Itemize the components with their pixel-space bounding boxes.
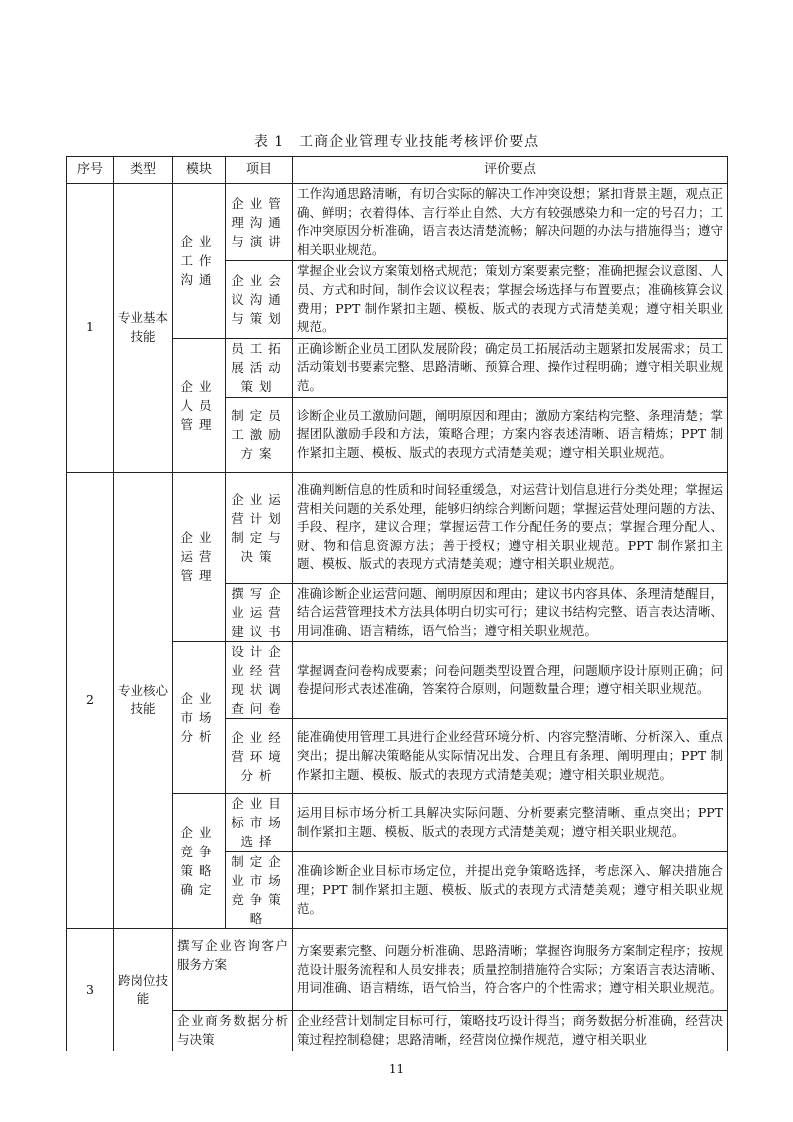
table-row (67, 472, 728, 583)
module-name: 企业市场分析 (173, 642, 226, 794)
evaluation-points: 企业经营计划制定目标可行，策略技巧设计得当；商务数据分析准确，经营决策过程控制稳健；思路清晰，经营岗位操作规范，遵守相关职业 (293, 1011, 728, 1052)
project-name: 企业会议沟通与策划 (226, 261, 293, 338)
project-name: 设计企业经营现状调查问卷 (226, 642, 293, 719)
header-type: 类型 (114, 157, 173, 184)
project-name: 制定员工激励方案 (226, 397, 293, 472)
page-number: 11 (388, 1062, 405, 1076)
project-name: 撰写企业运营建议书 (226, 583, 293, 642)
evaluation-points: 方案要素完整、问题分析准确、思路清晰；掌握咨询服务方案制定程序；按规范设计服务流程和人员安排表；质量控制措施符合实际；方案语言表达清晰、用词准确、语言精练，语气恰当，符合客户的个性需求；遵守相关职业规范。 (293, 929, 728, 1011)
table-caption: 表 1 工商企业管理专业技能考核评价要点 (253, 134, 540, 150)
table-row (67, 929, 728, 1011)
module-name: 企业运营管理 (173, 472, 226, 642)
project-name: 企业经营环境分析 (226, 719, 293, 794)
section-type: 跨岗位技能 (114, 929, 173, 1052)
project-name: 制定企业市场竞争策略 (226, 852, 293, 929)
header-no: 序号 (67, 157, 114, 184)
section-no: 3 (67, 929, 114, 1052)
project-name: 企业运营计划制定与决策 (226, 472, 293, 583)
evaluation-points: 掌握调查问卷构成要素；问卷问题类型设置合理，问题顺序设计原则正确；问卷提问形式表述准确，答案符合原则，问题数量合理；遵守相关职业规范。 (293, 642, 728, 719)
project-name: 企业目标市场选择 (226, 794, 293, 852)
evaluation-points: 准确判断信息的性质和时间轻重缓急，对运营计划信息进行分类处理；掌握运营相关问题的关系处理，能够归纳综合判断问题；掌握运营处理问题的方法、手段、程序，建议合理；掌握运营工作分配任务的要点；掌握合理分配人、财、物和信息资源方法；善于授权；遵守相关职业规范。PPT 制作紧扣主题、模板、版式的表现方式清楚美观；遵守相关职业规范。 (293, 472, 728, 583)
section-type: 专业核心技能 (114, 472, 173, 929)
header-module: 模块 (173, 157, 226, 184)
project-name: 企业管理沟通与演讲 (226, 184, 293, 261)
evaluation-points: 运用目标市场分析工具解决实际问题、分析要素完整清晰、重点突出；PPT 制作紧扣主题、模板、版式的表现方式清楚美观；遵守相关职业规范。 (293, 794, 728, 852)
evaluation-points: 能准确使用管理工具进行企业经营环境分析、内容完整清晰、分析深入、重点突出；提出解决策略能从实际情况出发、合理且有条理、阐明理由；PPT 制作紧扣主题、模板、版式的表现方式清楚美观；遵守相关职业规范。 (293, 719, 728, 794)
evaluation-points: 正确诊断企业员工团队发展阶段；确定员工拓展活动主题紧扣发展需求；员工活动策划书要素完整、思路清晰、预算合理、操作过程明确；遵守相关职业规范。 (293, 338, 728, 397)
project-name: 企业商务数据分析与决策 (173, 1011, 293, 1052)
evaluation-points: 掌握企业会议方案策划格式规范；策划方案要素完整；准确把握会议意图、人员、方式和时间，制作会议议程表；掌握会场选择与布置要点；准确核算会议费用；PPT 制作紧扣主题、模板、版式的表现方式清楚美观；遵守相关职业规范。 (293, 261, 728, 338)
section-no: 1 (67, 184, 114, 473)
evaluation-points: 工作沟通思路清晰，有切合实际的解决工作冲突设想；紧扣背景主题，观点正确、鲜明；衣着得体、言行举止自然、大方有较强感染力和一定的号召力；工作冲突原因分析准确，语言表达清楚流畅；解决问题的办法与措施得当；遵守相关职业规范。 (293, 184, 728, 261)
evaluation-points: 准确诊断企业运营问题、阐明原因和理由；建议书内容具体、条理清楚醒目，结合运营管理技术方法具体明白切实可行；建议书结构完整、语言表达清晰、用词准确、语言精练，语气恰当；遵守相关职业规范。 (293, 583, 728, 642)
header-points: 评价要点 (293, 157, 728, 184)
module-name: 企业人员管理 (173, 338, 226, 472)
evaluation-points: 诊断企业员工激励问题，阐明原因和理由；激励方案结构完整、条理清楚；掌握团队激励手段和方法，策略合理；方案内容表述清晰、语言精炼；PPT 制作紧扣主题、模板、版式的表现方式清楚美观；遵守相关职业规范。 (293, 397, 728, 472)
module-name: 企业竞争策略确定 (173, 794, 226, 929)
section-type: 专业基本技能 (114, 184, 173, 473)
project-name: 撰写企业咨询客户服务方案 (173, 929, 293, 1011)
table-row (67, 184, 728, 261)
header-project: 项目 (226, 157, 293, 184)
module-name: 企业工作沟通 (173, 184, 226, 339)
project-name: 员工拓展活动策划 (226, 338, 293, 397)
table-header-row (67, 157, 728, 184)
section-no: 2 (67, 472, 114, 929)
evaluation-table (66, 156, 728, 1051)
evaluation-points: 准确诊断企业目标市场定位，并提出竞争策略选择，考虑深入、解决措施合理；PPT 制作紧扣主题、模板、版式的表现方式清楚美观；遵守相关职业规范。 (293, 852, 728, 929)
